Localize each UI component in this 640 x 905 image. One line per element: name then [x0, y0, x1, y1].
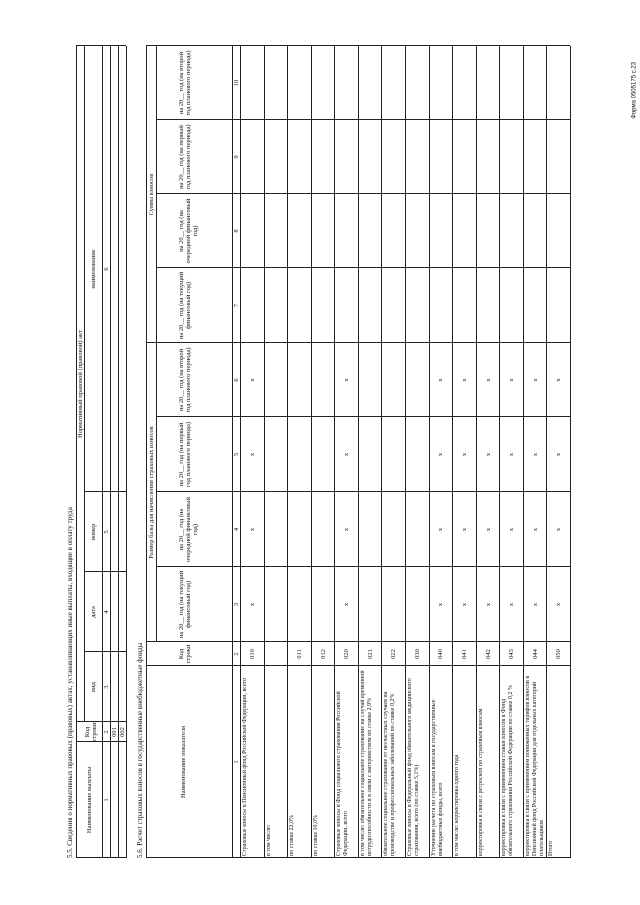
row-label: по ставке 22,0% [289, 815, 296, 856]
row-code: 040 [437, 649, 445, 659]
col-header-name: Наименование выплаты [86, 766, 93, 834]
year-header: на 20__ год (на второй год планового периода) [178, 347, 192, 413]
col-header-title: наименование [90, 249, 97, 289]
x-mark: x [508, 527, 516, 532]
col-number: 4 [233, 527, 240, 532]
row-label: корректировка в связи с применением пониженных тарифов взносов в Пенсионный фонд Российской Федерации для отдельных категорий плательщиков [524, 675, 545, 856]
col-header-kind: вид [90, 682, 97, 692]
row-code: 011 [295, 649, 303, 659]
section-56-title: 5.6. Расчет страховых взносов в государственные внебюджетные фонды [136, 642, 144, 858]
row-label: корректировка в связи с применением ставки взносов в Фонд обязательного страхования Российской Федерации по ставке 0,2 % [501, 685, 515, 856]
row-label: Итого [548, 840, 555, 856]
row-label: Уточнение расчета по страховым взносам в государственные внебюджетные фонды, всего [430, 699, 444, 856]
row-code: 030 [413, 649, 421, 659]
row-line [452, 46, 453, 858]
x-mark: x [437, 602, 445, 607]
col-num: 6 [103, 267, 110, 271]
x-mark: x [484, 602, 492, 607]
x-mark: x [248, 527, 256, 532]
row-line [240, 46, 241, 858]
row-code: 022 [390, 649, 398, 659]
year-header: на 20__ год (на текущий финансовый год) [178, 271, 192, 340]
row-line [311, 46, 312, 858]
col-num: 5 [103, 530, 110, 534]
x-mark: x [531, 378, 539, 382]
x-mark: x [508, 602, 516, 607]
row-line [334, 46, 335, 858]
x-mark: x [343, 527, 351, 532]
col-number: 8 [233, 229, 240, 233]
x-mark: x [437, 452, 445, 457]
x-mark: x [460, 452, 468, 457]
x-mark: x [343, 452, 351, 457]
year-header: на 20__ год (на очередной финансовый год) [178, 198, 199, 264]
row-label: Страховые взносы в Федеральный фонд обязательного медицинского страхования, всего (по ставке 5,1%) [407, 678, 420, 856]
form-reference: Форма 0505175 с.23 [632, 62, 638, 119]
x-mark: x [555, 452, 563, 457]
x-mark: x [248, 378, 256, 382]
x-mark: x [555, 378, 563, 382]
col-number: 2 [233, 652, 240, 656]
rotated-form [60, 42, 580, 862]
row-code: 020 [343, 649, 351, 659]
row-label: обязательное социальное страхование от несчастных случаев на производстве и профессиональных заболеваний по ставке 0,2% [383, 691, 397, 856]
row-code: 010 [248, 649, 256, 659]
row-line [381, 46, 382, 858]
x-mark: x [437, 378, 445, 382]
x-mark: x [508, 452, 516, 457]
row-line [499, 46, 500, 858]
sum-group-header: Сумма взносов [148, 173, 155, 216]
row-label: Страховые взносы в Пенсионный фонд Российской Федерации, всего [242, 678, 248, 856]
row-code: 042 [484, 649, 492, 659]
col-number: 9 [233, 155, 240, 159]
x-mark: x [460, 602, 468, 607]
row-label: в том числе: корректировка одного года [454, 754, 461, 856]
x-mark: x [460, 527, 468, 532]
name-header: Наименование показателя [180, 725, 187, 799]
row-code: 050 [555, 649, 563, 659]
col-group-act: Нормативный правовой (правовой) акт [77, 330, 84, 438]
row-label: по ставке 10,0% [312, 815, 319, 856]
x-mark: x [508, 378, 516, 382]
row-line [523, 46, 524, 858]
col-header-number: номер [90, 523, 97, 541]
col-header-date: дата [90, 606, 97, 618]
col-num: 1 [103, 798, 110, 802]
row-line [570, 46, 571, 858]
row-code: 044 [531, 649, 539, 659]
x-mark: x [555, 602, 563, 607]
row-label: корректировка в связи с ретроскоп по страховым взносам [477, 708, 484, 856]
row-code: 002 [119, 727, 126, 737]
row-code: 001 [111, 727, 118, 737]
row-line [476, 46, 477, 858]
x-mark: x [484, 527, 492, 532]
year-header: на 20__ год (на первый год планового периода) [178, 124, 192, 190]
row-label: в том числе: обязательное социальное страхование на случай временной нетрудоспособности и в связи с материнством по ставке 2,9% [359, 670, 373, 856]
col-number: 10 [233, 79, 240, 87]
code-header: Код строки [178, 644, 192, 664]
col-number: 1 [233, 760, 240, 764]
x-mark: x [343, 378, 351, 382]
x-mark: x [531, 527, 539, 532]
x-mark: x [531, 452, 539, 457]
row-line [287, 46, 288, 858]
x-mark: x [343, 602, 351, 607]
x-mark: x [555, 527, 563, 532]
base-group-header: Размер базы для начисления страховых взносов [148, 426, 155, 559]
col-num: 2 [103, 730, 110, 734]
row-code: 041 [460, 649, 468, 659]
row-line [429, 46, 430, 858]
year-header: на 20__ год (на первый год планового периода) [178, 422, 192, 487]
col-num: 3 [103, 685, 110, 689]
x-mark: x [248, 602, 256, 607]
x-mark: x [484, 378, 492, 382]
row-code: 021 [366, 649, 374, 659]
row-line [358, 46, 359, 858]
row-label: Страховые взносы в Фонд социального страхования Российской Федерации, всего [336, 691, 350, 856]
col-number: 5 [233, 452, 240, 457]
row-code: 043 [508, 649, 516, 659]
row-code: 012 [319, 649, 327, 659]
x-mark: x [531, 602, 539, 607]
year-header: на 20__ год (на второй год планового периода) [178, 50, 192, 116]
section-55-title: 5.5. Сведения о нормативных правовых (правовых) актах, устанавливающих иные выплаты, входящие в оплату труда [66, 507, 74, 858]
x-mark: x [437, 527, 445, 532]
year-header: на 20__ год (на очередной финансовый год) [178, 497, 199, 563]
row-line [405, 46, 406, 858]
col-num: 4 [103, 610, 110, 614]
col-number: 6 [233, 378, 240, 382]
row-label: в том числе: [265, 824, 272, 856]
col-number: 3 [233, 602, 240, 607]
year-header: на 20__ год (на текущий финансовый год) [178, 570, 192, 639]
row-line [264, 46, 265, 858]
row-line [546, 46, 547, 858]
x-mark: x [248, 452, 256, 457]
col-header-code: Код строки [84, 722, 98, 742]
col-number: 7 [233, 303, 240, 308]
x-mark: x [460, 378, 468, 382]
x-mark: x [484, 452, 492, 457]
